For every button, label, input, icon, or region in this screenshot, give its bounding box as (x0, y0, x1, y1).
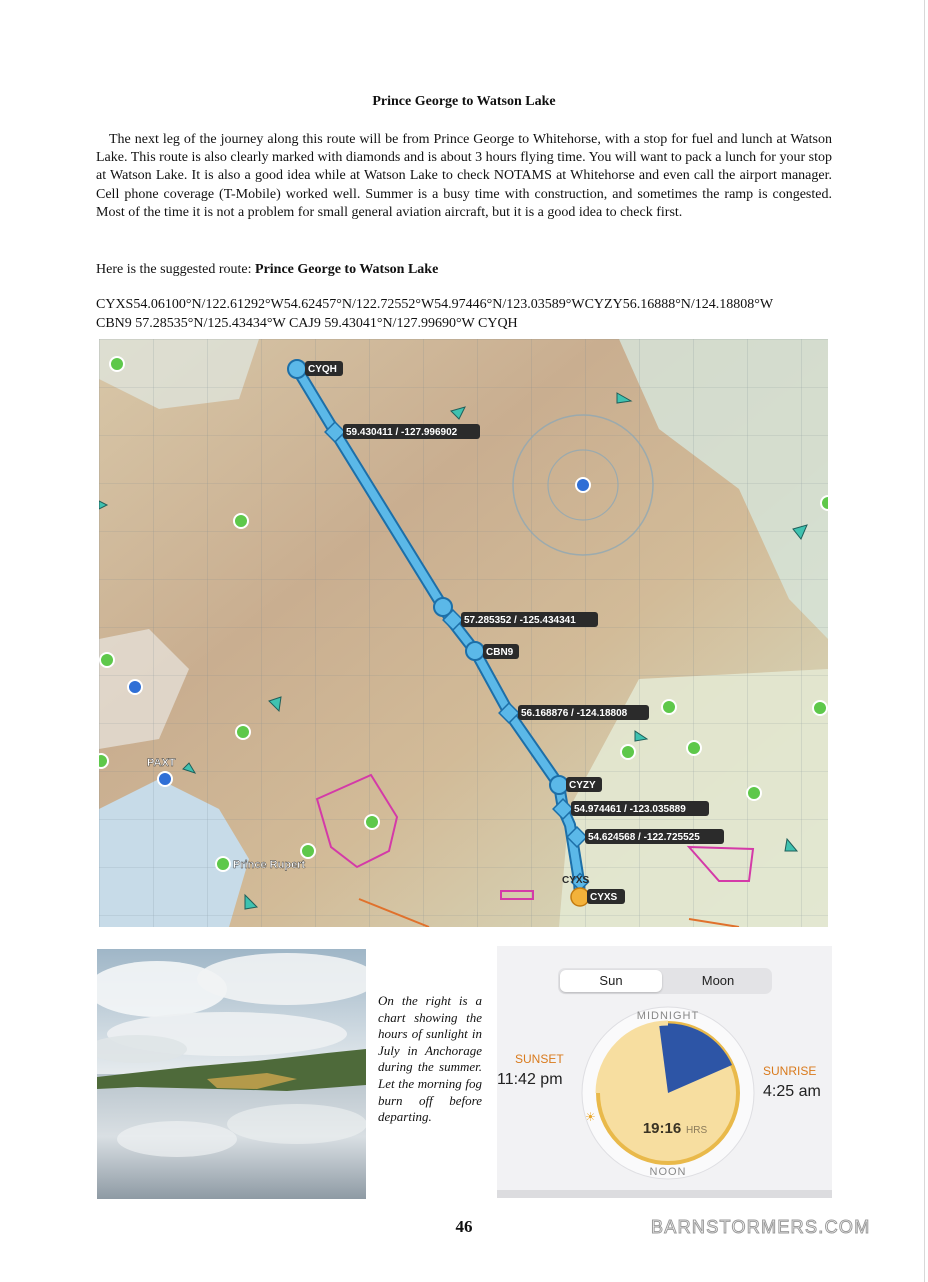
airport-marker[interactable] (687, 741, 701, 755)
route-name: Prince George to Watson Lake (255, 262, 439, 277)
page-number: 46 (455, 1217, 473, 1236)
photo-caption: On the right is a chart showing the hours of sunlight in July in Anchorage during the summer. Let the morning fog burn off before departing. (378, 993, 482, 1125)
airport-marker[interactable] (110, 357, 124, 371)
route-intro (96, 262, 438, 278)
page-edge (924, 0, 925, 1282)
airport-marker[interactable] (813, 701, 827, 715)
airport-marker[interactable] (821, 496, 828, 510)
tab-moon[interactable]: Moon (701, 973, 735, 988)
sunrise-time: 4:25 am (763, 1083, 821, 1100)
label-cbn9: CBN9 (486, 647, 514, 658)
airport-marker[interactable] (662, 700, 676, 714)
label-cyxs-partial: CYXS (562, 875, 590, 886)
body-paragraph: The next leg of the journey along this route will be from Prince George to Whitehorse, with a stop for fuel and lunch at Watson Lake. This route is also clearly marked with diamonds and is about 3 hours flying time. You will want to pack a lunch for your stop at Watson Lake. It is also a good idea while at Watson Lake to check NOTAMS at Whitehorse and even call the airport manager. Cell phone coverage (T-Mobile) worked well. Summer is a busy time with construction, and sometimes the ramp is congested. Most of the time it is not a problem for small general aviation aircraft, but it is a good idea to check first. (96, 132, 832, 220)
airport-marker[interactable] (234, 514, 248, 528)
waypoint-cyqh[interactable] (288, 360, 306, 378)
label-paxt: PAXT (147, 757, 176, 769)
sun-moon-segmented-control (558, 968, 772, 994)
label-wp3: 56.168876 / -124.18808 (521, 708, 628, 719)
coords-line-2: CBN9 57.28535°N/125.43434°W CAJ9 59.43041°N/127.99690°W CYQH (96, 315, 518, 331)
cloud-reflection (227, 1104, 366, 1144)
waypoint-cbn9[interactable] (466, 642, 484, 660)
sunrise-label: SUNRISE (763, 1064, 817, 1078)
sun-chart-panel (497, 946, 832, 1198)
route-intro-text: Here is the suggested route: (96, 262, 256, 277)
route-coordinates (96, 296, 832, 333)
airport-marker[interactable] (621, 745, 635, 759)
label-wp2: 57.285352 / -125.434341 (464, 615, 576, 626)
daylight-unit: HRS (686, 1125, 708, 1136)
noon-label: NOON (649, 1166, 687, 1178)
airport-marker[interactable] (365, 815, 379, 829)
tab-sun[interactable]: Sun (560, 970, 662, 992)
sunset-label: SUNSET (515, 1052, 564, 1066)
label-wp1: 59.430411 / -127.996902 (346, 427, 458, 438)
sun-icon: ☀ (585, 1110, 596, 1124)
airport-marker-blue[interactable] (158, 772, 172, 786)
airport-marker[interactable] (301, 844, 315, 858)
waypoint-cyzy[interactable] (550, 776, 568, 794)
label-cyzy: CYZY (569, 780, 596, 791)
label-cyxs: CYXS (590, 892, 618, 903)
airport-marker-blue[interactable] (576, 478, 590, 492)
airport-marker[interactable] (747, 786, 761, 800)
midnight-label: MIDNIGHT (636, 1010, 700, 1022)
panel-bottom-bar (497, 1190, 832, 1198)
route-map[interactable] (99, 339, 828, 927)
aerial-photo (97, 949, 366, 1199)
daylight-clock (578, 1001, 758, 1191)
cloud-reflection (117, 1121, 237, 1157)
airport-marker[interactable] (99, 754, 108, 768)
daylight-value: 19:16 (642, 1120, 682, 1137)
label-wp5: 54.624568 / -122.725525 (588, 832, 700, 843)
label-cyqh: CYQH (308, 364, 337, 375)
waypoint-cyxs[interactable] (571, 888, 589, 906)
label-wp4: 54.974461 / -123.035889 (574, 804, 686, 815)
airport-marker[interactable] (216, 857, 230, 871)
coords-line-1: CYXS54.06100°N/122.61292°W54.62457°N/122.72552°W54.97446°N/123.03589°WCYZY56.16888°N/124.18808°W (96, 297, 774, 312)
airport-marker[interactable] (236, 725, 250, 739)
sunset-time: 11:42 pm (497, 1071, 563, 1088)
airport-marker[interactable] (100, 653, 114, 667)
brand-footer: BARNSTORMERS.COM (651, 1217, 871, 1237)
section-title: Prince George to Watson Lake (372, 94, 556, 109)
airport-marker-blue[interactable] (128, 680, 142, 694)
label-prince-rupert: Prince Rupert (233, 859, 306, 871)
